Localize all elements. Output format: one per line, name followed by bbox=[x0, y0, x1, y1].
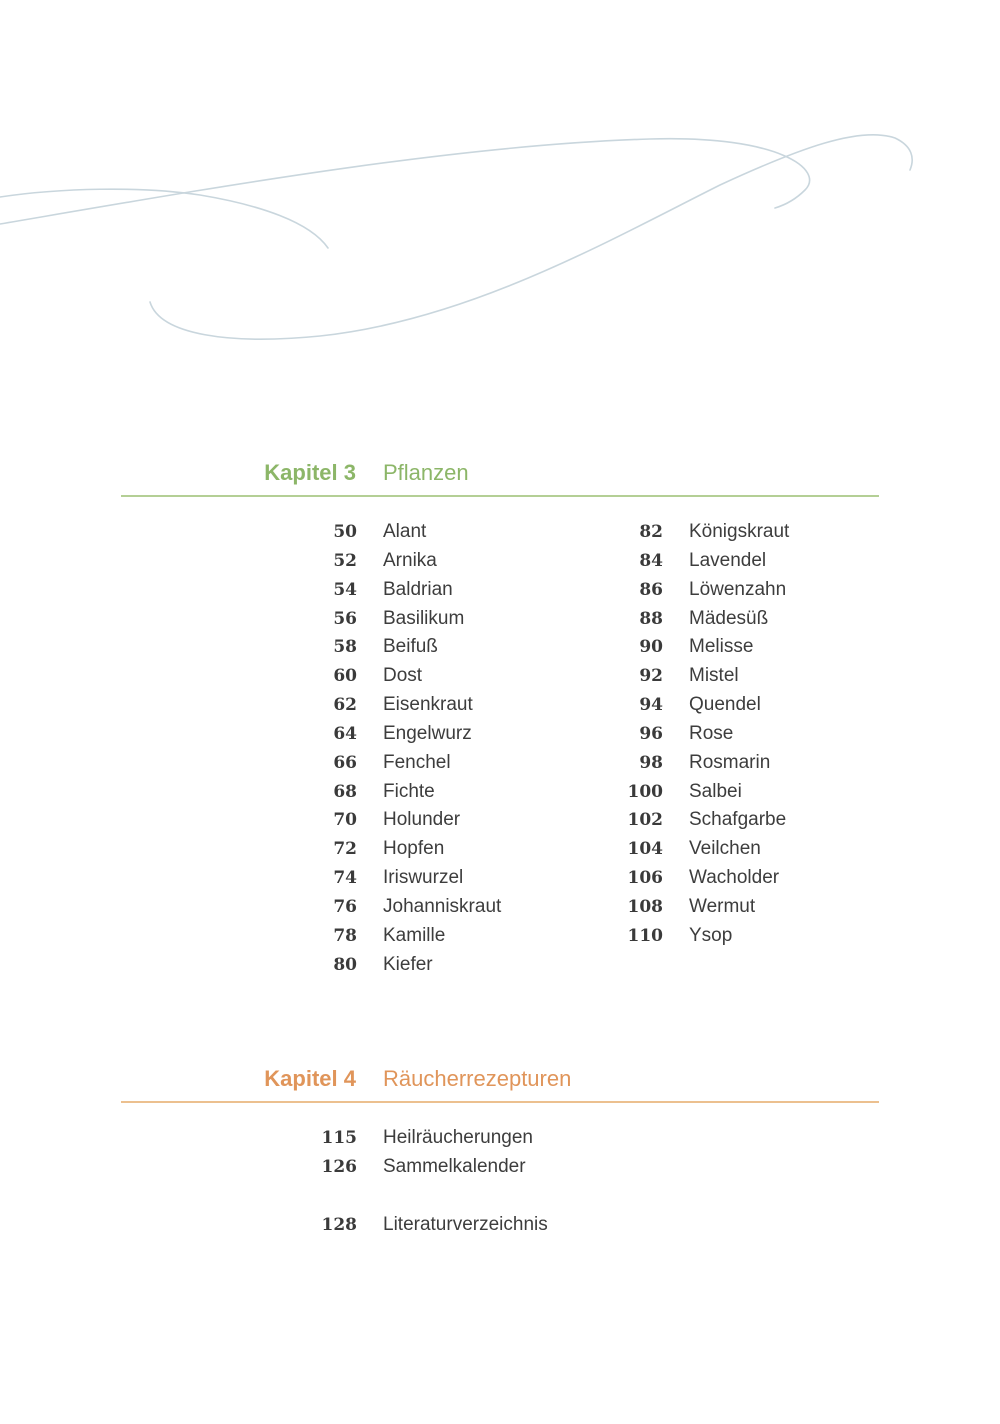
plant-name: Löwenzahn bbox=[689, 578, 787, 600]
chapter-4-label: Kapitel 4 bbox=[264, 1066, 356, 1091]
plant-name: Ysop bbox=[689, 924, 733, 946]
plant-name: Rose bbox=[689, 722, 734, 744]
page-number: 90 bbox=[639, 637, 663, 658]
chapter-4-divider bbox=[121, 1101, 879, 1103]
plant-name: Schafgarbe bbox=[689, 809, 787, 831]
page-number: 126 bbox=[321, 1156, 357, 1177]
plant-name: Mistel bbox=[689, 665, 739, 687]
plant-name: Kiefer bbox=[383, 953, 433, 975]
page-number: 50 bbox=[333, 522, 357, 542]
swirl-stroke-3 bbox=[150, 135, 912, 339]
page-number: 110 bbox=[627, 925, 663, 946]
page-number: 56 bbox=[333, 608, 357, 629]
plant-name: Salbei bbox=[689, 780, 742, 802]
page-number: 62 bbox=[333, 695, 357, 716]
plant-name: Melisse bbox=[689, 636, 754, 658]
chapter-4-header bbox=[0, 1064, 1000, 1094]
page-number: 66 bbox=[333, 752, 357, 773]
chapter-3-header bbox=[0, 458, 1000, 488]
page-number: 72 bbox=[333, 839, 357, 860]
page-number: 98 bbox=[639, 752, 663, 773]
plant-name: Arnika bbox=[383, 549, 437, 571]
page-number: 82 bbox=[639, 522, 663, 542]
plant-name: Basilikum bbox=[383, 607, 465, 629]
chapter-4-title: Räucherrezepturen bbox=[383, 1066, 572, 1091]
plant-name: Hopfen bbox=[383, 838, 445, 860]
chapter-3-title: Pflanzen bbox=[383, 460, 469, 485]
plant-name: Lavendel bbox=[689, 549, 767, 571]
page-number: 104 bbox=[627, 839, 663, 860]
entry-name: Sammelkalender bbox=[383, 1155, 526, 1177]
plant-name: Wacholder bbox=[689, 867, 780, 889]
swirl-stroke-2 bbox=[0, 139, 810, 224]
plant-name: Fenchel bbox=[383, 751, 451, 773]
entry-name: Literaturverzeichnis bbox=[383, 1214, 548, 1235]
swirl-stroke-1 bbox=[0, 189, 328, 248]
plant-name: Wermut bbox=[689, 895, 756, 917]
page-number: 94 bbox=[639, 695, 663, 716]
plant-name: Eisenkraut bbox=[383, 694, 473, 716]
plant-name: Königskraut bbox=[689, 521, 790, 542]
page-number: 100 bbox=[627, 781, 663, 802]
plant-name: Rosmarin bbox=[689, 751, 771, 773]
plant-name: Veilchen bbox=[689, 838, 761, 860]
entry-name: Heilräucherungen bbox=[383, 1127, 533, 1148]
page-number: 115 bbox=[321, 1128, 357, 1148]
page-number: 128 bbox=[321, 1215, 357, 1235]
plant-name: Engelwurz bbox=[383, 722, 472, 744]
plant-name: Iriswurzel bbox=[383, 867, 464, 889]
page-number: 84 bbox=[639, 550, 663, 571]
page-number: 70 bbox=[333, 810, 357, 831]
plant-name: Dost bbox=[383, 665, 423, 687]
plant-name: Holunder bbox=[383, 809, 461, 831]
page-number: 68 bbox=[333, 781, 357, 802]
plant-name: Quendel bbox=[689, 694, 761, 716]
page-number: 60 bbox=[333, 666, 357, 687]
plant-name: Fichte bbox=[383, 780, 435, 802]
page-number: 106 bbox=[627, 868, 663, 889]
page-number: 86 bbox=[639, 579, 663, 600]
page-number: 102 bbox=[627, 810, 663, 831]
page-number: 96 bbox=[639, 723, 663, 744]
page-number: 88 bbox=[639, 608, 663, 629]
plant-name: Alant bbox=[383, 521, 427, 542]
chapter-3-divider bbox=[121, 495, 879, 497]
page-number: 108 bbox=[627, 896, 663, 917]
chapter-3-label: Kapitel 3 bbox=[264, 460, 356, 485]
page-number: 78 bbox=[333, 925, 357, 946]
page-number: 74 bbox=[333, 868, 357, 889]
plant-name: Beifuß bbox=[383, 636, 438, 658]
page-number: 76 bbox=[333, 896, 357, 917]
page-number: 80 bbox=[333, 954, 357, 975]
plant-name: Johanniskraut bbox=[383, 895, 502, 917]
decorative-swirl bbox=[0, 0, 1000, 360]
page-number: 54 bbox=[333, 579, 357, 600]
page-number: 58 bbox=[333, 637, 357, 658]
page-number: 64 bbox=[333, 723, 357, 744]
plant-name: Mädesüß bbox=[689, 607, 769, 629]
plant-name: Baldrian bbox=[383, 578, 453, 600]
plant-name: Kamille bbox=[383, 924, 446, 946]
page-number: 92 bbox=[639, 666, 663, 687]
page-number: 52 bbox=[333, 550, 357, 571]
